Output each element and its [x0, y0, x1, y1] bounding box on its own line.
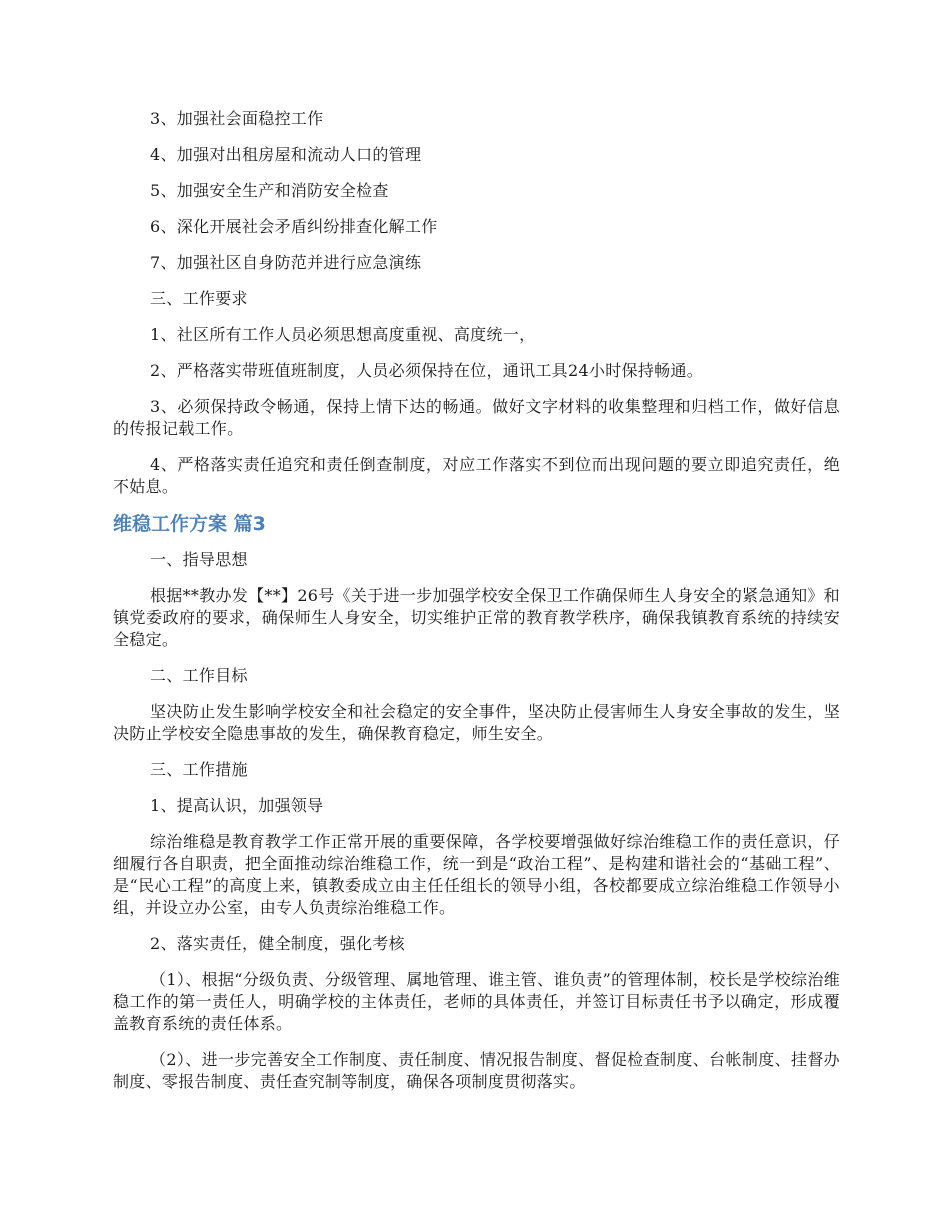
requirement-item: 1、社区所有工作人员必须思想高度重视、高度统一，	[150, 325, 536, 344]
measure2-item2: （2）、进一步完善安全工作制度、责任制度、情况报告制度、督促检查制度、台帐制度、挂督办制度、零报告制度、责任查究制等制度，确保各项制度贯彻落实。	[113, 1050, 840, 1091]
goal-text: 坚决防止发生影响学校安全和社会稳定的安全事件，坚决防止侵害师生人身安全事故的发生，坚决防止学校安全隐患事故的发生，确保教育稳定，师生安全。	[113, 702, 840, 743]
list-item: 4、加强对出租房屋和流动人口的管理	[150, 145, 422, 164]
guiding-heading: 一、指导思想	[150, 550, 248, 569]
guiding-text: 根据**教办发【**】26号《关于进一步加强学校安全保卫工作确保师生人身安全的紧急通知》和镇党委政府的要求，确保师生人身安全，切实维护正常的教育教学秩序，确保我镇教育系统的持续安全稳定。	[113, 586, 840, 649]
list-item: 7、加强社区自身防范并进行应急演练	[150, 253, 422, 272]
requirement-item: 4、严格落实责任追究和责任倒查制度，对应工作落实不到位而出现问题的要立即追究责任，绝不姑息。	[113, 455, 840, 496]
requirement-item: 2、严格落实带班值班制度，人员必须保持在位，通讯工具24小时保持畅通。	[150, 361, 704, 380]
measure2-item1: （1）、根据“分级负责、分级管理、属地管理、谁主管、谁负责”的管理体制，校长是学校综治维稳工作的第一责任人，明确学校的主体责任，老师的具体责任，并签订目标责任书予以确定，形成覆盖教育系统的责任体系。	[113, 970, 840, 1033]
list-item: 3、加强社会面稳控工作	[150, 109, 324, 128]
list-item: 6、深化开展社会矛盾纠纷排查化解工作	[150, 217, 438, 236]
list-item: 5、加强安全生产和消防安全检查	[150, 181, 389, 200]
requirements-heading: 三、工作要求	[150, 289, 248, 308]
goal-heading: 二、工作目标	[150, 666, 248, 685]
measures-heading: 三、工作措施	[150, 760, 248, 779]
measure1-heading: 1、提高认识，加强领导	[150, 796, 324, 815]
document-page	[113, 108, 840, 1107]
section-title: 维稳工作方案 篇3	[113, 513, 266, 535]
measure2-heading: 2、落实责任，健全制度，强化考核	[150, 934, 405, 953]
measure1-text: 综治维稳是教育教学工作正常开展的重要保障，各学校要增强做好综治维稳工作的责任意识，仔细履行各自职责，把全面推动综治维稳工作，统一到是“政治工程”、是构建和谐社会的“基础工程”、是“民心工程”的高度上来，镇教委成立由主任任组长的领导小组，各校都要成立综治维稳工作领导小组，并设立办公室，由专人负责综治维稳工作。	[113, 832, 840, 917]
requirement-item: 3、必须保持政令畅通，保持上情下达的畅通。做好文字材料的收集整理和归档工作，做好信息的传报记载工作。	[113, 397, 840, 438]
